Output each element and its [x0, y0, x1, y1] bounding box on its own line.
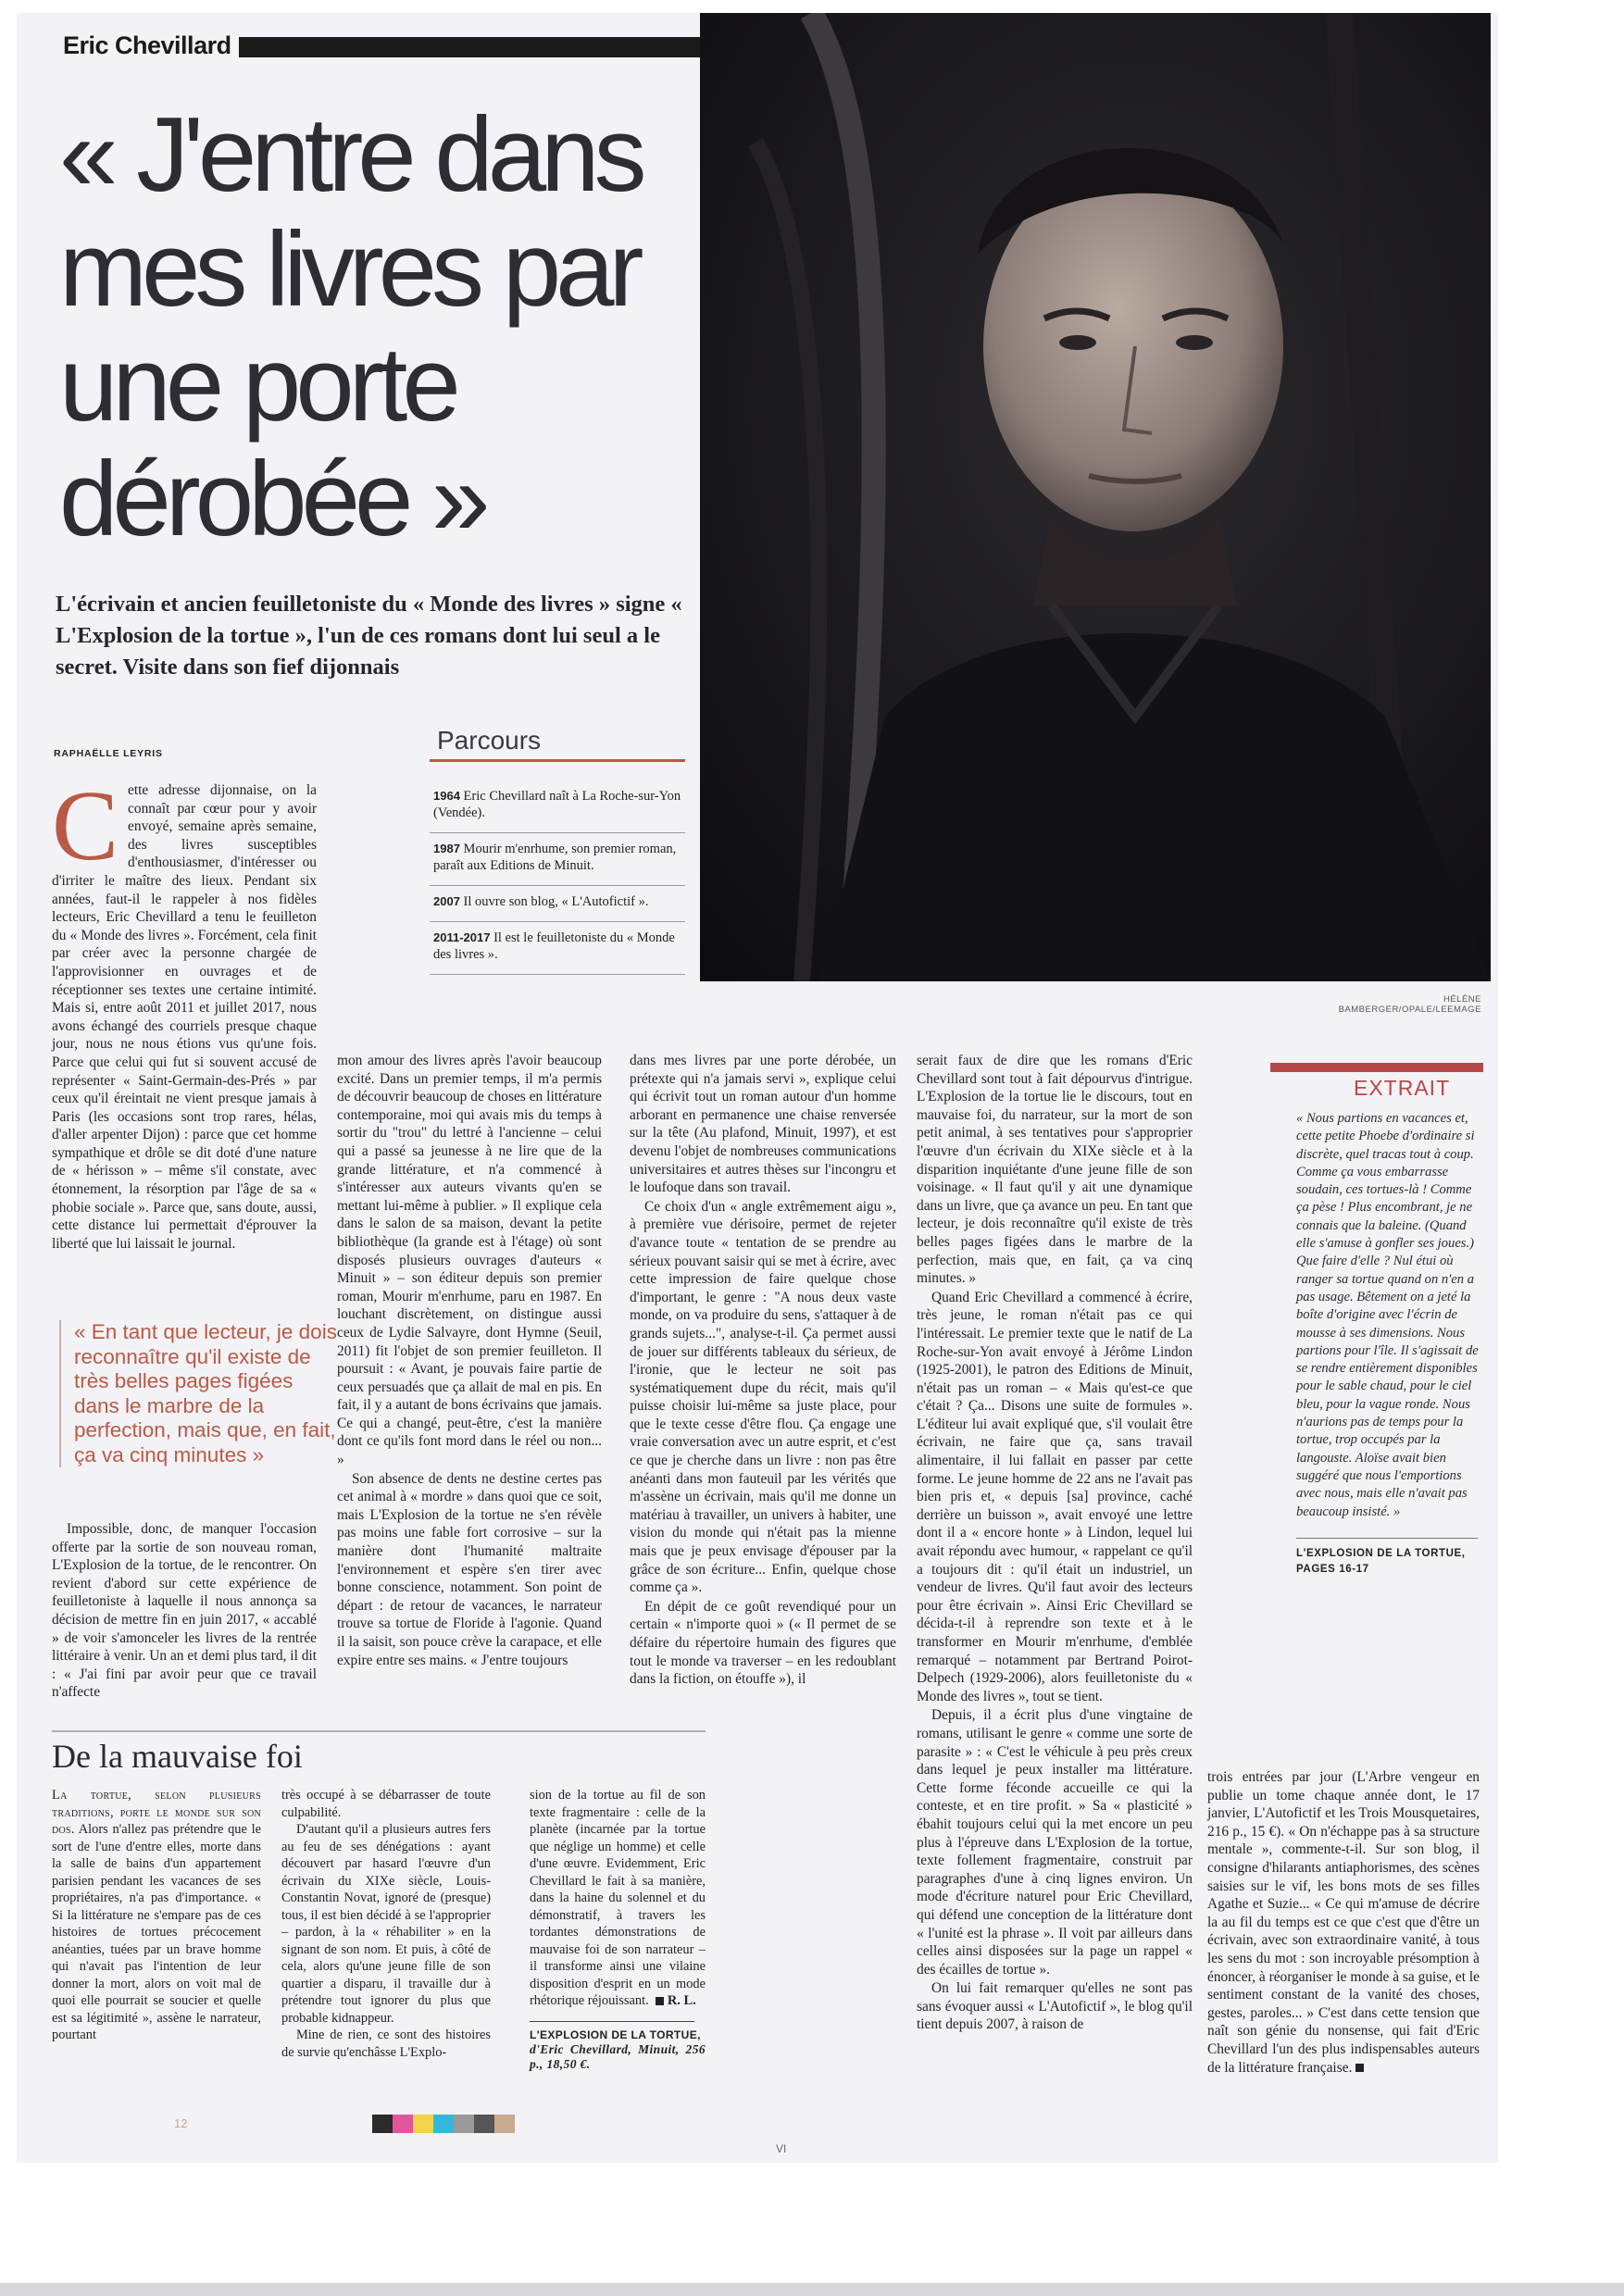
parcours-text: Eric Chevillard naît à La Roche-sur-Yon (Vendée). — [433, 789, 681, 820]
parcours-year: 2007 — [433, 894, 460, 908]
article-paragraph: Quand Eric Chevillard a commencé à écrire, très jeune, le roman n'était pas ce qui l'intéressait. Le premier texte que le natif de La Roche-sur-Yon avait envoyé à Jérôme Lindon (1925-2001), le patron des Editions de Minuit, n'était pas un roman – « Mais qu'est-ce que c'était ? Ça... Disons une suite de formules ». L'éditeur lui avait expliqué que, s'il voulait être écrivain, ne faire que ça, sans travail alimentaire, il lui fallait en passer par cette forme. Le jeune homme de 22 ans ne l'avait pas bien pris et, « depuis [sa] province, caché derrière un buisson », avait envoyé une lettre dont il a « encore honte » à Lindon, lequel lui avait répondu avec humour, « rappelant ce qu'il a toujours dit : qu'il était un industriel, un vendeur de livres. Qu'il faut avoir des lecteurs pour être écrivain ». Ainsi Eric Chevillard se décida-t-il à reprendre son texte et à le transformer en Mourir m'enrhume, d'emblée remarqué – notamment par Bertrand Poirot-Delpech (1929-2006), alors feuilletoniste du « Monde des livres », tout se tient. — [917, 1289, 1193, 1704]
color-swatch — [494, 2115, 515, 2133]
color-swatch — [372, 2115, 393, 2133]
page-mark: VI — [776, 2142, 787, 2155]
end-mark-icon — [656, 1997, 664, 2005]
photo-credit: HÉLÈNE BAMBERGER/OPALE/LEEMAGE — [1338, 994, 1481, 1015]
article-paragraph: dans mes livres par une porte dérobée, un prétexte qui n'a jamais servi », explique celui qui écrivit tout un roman autour d'un homme arborant en permanence une chaise renversée sur la tête (Au plafond, Minuit, 1997), et est devenu l'objet de nombreuses communications universitaires et autres thèses sur l'incongru et le loufoque dans son travail. — [630, 1053, 896, 1196]
article-column-1 — [52, 771, 317, 1254]
end-mark-icon — [1355, 2064, 1364, 2072]
article-column-1-continued — [52, 1520, 317, 1703]
sidebar-column-1 — [52, 1787, 261, 2044]
book-details: d'Eric Chevillard, Minuit, 256 p., 18,50 €. — [530, 2041, 706, 2071]
extrait-accent-bar — [1270, 1063, 1483, 1072]
extrait-title: EXTRAIT — [1354, 1076, 1451, 1100]
article-paragraph: mon amour des livres après l'avoir beaucoup excité. Dans un premier temps, il m'a permis de découvrir beaucoup de choses en littérature contemporaine, moi qui avais mis du temps à sortir du "trou" du lettré à l'ancienne – celui qui a passé sa jeunesse à ne lire que de la grande littérature, et n'a commencé à s'intéresser aux auteurs vivants qu'en se mettant lui-même à publier. » Il explique cela dans le salon de sa maison, devant la petite bibliothèque (la grande est à l'étage) où sont disposés plusieurs ouvrages d'auteurs « Minuit » – son éditeur depuis son premier roman, Mourir m'enrhume, paru en 1987. En louchant discrètement, on distingue aussi ceux de Lydie Salvayre, dont Hymne (Seuil, 2011) fit l'objet de son premier feuilleton. Il poursuit : « Avant, je pouvais faire partie de ceux persuadés que ça allait de mal en pis. En fait, il y a autant de bons écrivains que jamais. Ce qui a changé, peut-être, c'est la manière dont ce qu'ils font mord dans le réel ou non... » — [337, 1053, 602, 1468]
sidebar-paragraph — [530, 1787, 706, 2010]
color-swatch — [474, 2115, 494, 2133]
author-portrait-photo — [700, 13, 1491, 981]
parcours-year: 1987 — [433, 842, 460, 855]
parcours-item — [430, 780, 685, 833]
book-ref-divider — [530, 2021, 694, 2022]
article-paragraph: Depuis, il a écrit plus d'une vingtaine de romans, utilisant le genre « comme une sorte de parasite » : « C'est le véhicule à peu près creux dans lequel je peux installer ma littérature. Cette forme féconde accueille ce qui la conteste, et en tire profit. » Sa « plasticité » ébahit toujours celui qui la met encore un peu plus à l'épreuve dans L'Explosion de la tortue, texte follement fragmentaire, construit par paragraphes d'une à cinq lignes environ. Un mode d'écriture naturel pour Eric Chevillard, qui défend une conception de la littérature dont « l'unité est la phrase ». Il voit par ailleurs dans celles ainsi disposées sur la page un rappel « des écailles de tortue ». — [917, 1707, 1193, 1978]
book-reference — [530, 2028, 706, 2072]
parcours-item — [430, 886, 685, 922]
article-paragraph: Impossible, donc, de manquer l'occasion offerte par la sortie de son nouveau roman, L'Explosion de la tortue, de le rencontrer. On revient d'abord sur cette expérience de feuilletoniste à laquelle il nous annonça sa décision de mettre fin en juin 2017, « accablé » de voir s'amonceler les livres de la rentrée littéraire à venir. Un an et demi plus tard, il dit : « J'ai fini par avoir peur que ce travail n'affecte — [52, 1521, 317, 1701]
pull-quote: « En tant que lecteur, je dois reconnaître qu'il existe de très belles pages figées dans le marbre de la perfection, mais que, en fait, ça va cinq minutes » — [59, 1320, 343, 1467]
page-folio: 12 — [174, 2116, 188, 2130]
headline: « J'entre dans mes livres par une porte dérobée » — [59, 96, 642, 558]
book-title: L'EXPLOSION DE LA TORTUE, — [530, 2028, 701, 2041]
extrait-text: « Nous partions en vacances et, cette petite Phoebe d'ordinaire si discrète, quel tracas tout à coup. Comme ça vous embarrasse soudain, ces tortues-là ! Comme ça pèse ! Plus encombrant, je ne connais que la baleine. (Quand elle s'amuse à gonfler ses joues.) Que faire d'elle ? Nul étui où ranger sa tortue quand on n'en a pas usage. Bêtement on a jeté la boîte d'origine avec l'écrin de mousse à ses dimensions. Nous partions pour l'île. Il s'agissait de se rendre entièrement disponibles pour le sable chaud, pour le ciel bleu, pour la vague ronde. Nous n'aurions pas de temps pour la tortue, trop occupés par la langouste. Aloïse avait bien suggéré que nous l'emportions avec nous, mais elle n'avait pas beaucoup insisté. » — [1296, 1111, 1479, 1519]
article-paragraph: Ce choix d'un « angle extrêmement aigu », à première vue dérisoire, permet de rejeter d'avance toute « tentation de se prendre au sérieux pouvant saisir qui se met à écrire, avec cette impression de faire quelque chose d'important, le genre : "A nous deux vaste monde, on va produire du sens, s'attaquer à de grands sujets...", analyse-t-il. Ça permet aussi de jouer sur différents tableaux du sérieux, de l'ironie, que le lecteur ne soit pas systématiquement dupe du récit, mais qu'il puisse choisir lui-même sa juste place, pour que le texte cesse d'être flou. Ça engage une vraie conversation avec un autre esprit, et c'est ce que je cherche dans un livre : non pas être anéanti dans mon fauteuil par les vérités que m'assène un écrivain, mais qu'il me donne un matériau à travailler, un univers à habiter, une vision du monde qui n'était pas la mienne mais que je peux envisage d'épouser par la grâce de son écriture... Enfin, quelque chose comme ça ». — [630, 1198, 896, 1596]
portrait-image — [700, 13, 1491, 981]
parcours-box — [430, 726, 685, 975]
parcours-text: Mourir m'enrhume, son premier roman, paraît aux Editions de Minuit. — [433, 842, 677, 873]
extrait-divider — [1296, 1538, 1478, 1539]
color-swatch — [433, 2115, 454, 2133]
color-swatch — [454, 2115, 474, 2133]
parcours-text: Il ouvre son blog, « L'Autofictif ». — [463, 894, 649, 909]
parcours-title: Parcours — [430, 726, 685, 762]
extrait-reference: L'EXPLOSION DE LA TORTUE, PAGES 16-17 — [1296, 1547, 1466, 1575]
sidebar-paragraph: D'autant qu'il a plusieurs autres fers au feu de ses dénégations : ayant découvert par hasard l'œuvre d'un écrivain du XIXe siècle, Louis-Constantin Novat, ignoré de (presque) tous, il est bien décidé à se l'approprier – pardon, à la « réhabiliter » en la signant de son nom. Et puis, à côté de cela, alors qu'une jeune fille de son quartier a disparu, il travaille dur à prétendre tout ignorer du plus que probable kidnappeur. — [281, 1822, 491, 2026]
sidebar-paragraph: Mine de rien, ce sont des histoires de survie qu'enchâsse L'Explo- — [281, 2028, 491, 2060]
paragraph-text: trois entrées par jour (L'Arbre vengeur en publie un tome chaque année dont, le 17 janvier, L'Autofictif et les Trois Mousquetaires, 216 p., 15 €). « On n'échappe pas à sa structure mentale », commente-t-il. Sur son blog, il consigne d'hilarants antiaphorismes, des scènes saisies sur le vif, les bons mots de ses filles Agathe et Suzie... « Ce qui m'amuse de décrire la au fil du temps est ce que c'est que d'être un écrivain, avec son extraordinaire vanité, à tous les sens du mot : son incroyable présomption à énoncer, à réorganiser le monde à sa guise, et le sentiment constant de la vanité des choses, gestes, paroles... » C'est dans cette tension que naît son génie du nonsense, qui fait d'Eric Chevillard l'un des plus indispensables auteurs de la littérature française. — [1207, 1769, 1480, 2076]
article-paragraph — [52, 771, 317, 1253]
sidebar-column-2 — [281, 1787, 491, 2061]
sidebar-paragraph: très occupé à se débarrasser de toute culpabilité. — [281, 1788, 491, 1820]
scanner-edge — [0, 2283, 1624, 2296]
sidebar-lead: La tortue, selon plusieurs traditions, porte le monde sur son dos. — [52, 1788, 261, 1837]
sidebar-top-rule — [52, 1730, 706, 1732]
standfirst: L'écrivain et ancien feuilletoniste du « Monde des livres » signe « L'Explosion de la tortue », l'un de ces romans dont lui seul a le secret. Visite dans son fief dijonnais — [56, 592, 682, 680]
article-column-3 — [630, 1052, 896, 1690]
article-paragraph: On lui fait remarquer qu'elles ne sont pas sans évoquer aussi « L'Autofictif », le blog qu'il tient depuis 2007, à raison de — [917, 1980, 1193, 2033]
paragraph-text: sion de la tortue au fil de son texte fragmentaire : celle de la planète (incarnée par la tortue que néglige un homme) et celle d'une œuvre. Evidemment, Eric Chevillard le fait à sa manière, dans la haine du solennel et du démonstratif, à travers les tordantes démonstrations de mauvaise foi de son narrateur – il transforme ainsi une vilaine disposition d'esprit en un mode rhétorique réjouissant. — [530, 1788, 706, 2008]
author-rule — [239, 37, 713, 57]
sidebar-paragraph — [52, 1787, 261, 2044]
article-paragraph: En dépit de ce goût revendiqué pour un certain « n'importe quoi » (« Il permet de se défaire du répertoire humain des figures que tout le monde va traverser – en les redoublant dans la fiction, on étouffe »), il — [630, 1598, 896, 1688]
article-column-4 — [917, 1052, 1193, 2035]
parcours-year: 2011-2017 — [433, 930, 491, 944]
color-swatch — [413, 2115, 433, 2133]
sidebar-title: De la mauvaise foi — [52, 1738, 303, 1775]
article-paragraph: serait faux de dire que les romans d'Eric Chevillard sont tout à fait dépourvus d'intrigue. L'Explosion de la tortue lie le discours, tout en mauvaise foi, du narrateur, sur la mort de son petit animal, à ses tentatives pour s'approprier l'œuvre d'un écrivain du XIXe siècle et à la disparition inquiétante d'une jeune fille de son voisinage. « Il faut qu'il y ait une dynamique dans un livre, que ça avance un peu. En tant que lecteur, je dois reconnaître qu'il existe de très belles pages figées dans le marbre de la perfection, mais que, en fait, ça va cinq minutes. » — [917, 1053, 1193, 1287]
sidebar-column-3 — [530, 1787, 706, 2072]
parcours-text: Il est le feuilletoniste du « Monde des livres ». — [433, 930, 675, 962]
article-column-2 — [337, 1052, 602, 1670]
parcours-item — [430, 833, 685, 886]
sidebar-signoff: R. L. — [667, 1993, 696, 2008]
author-tag: Eric Chevillard — [63, 31, 231, 59]
color-swatch — [393, 2115, 413, 2133]
article-column-5 — [1207, 1768, 1480, 2078]
drop-cap: C — [52, 771, 119, 881]
article-paragraph: Son absence de dents ne destine certes pas cet animal à « mordre » dans quoi que ce soit, mais L'Explosion de la tortue ne s'en révèle pas moins une fable fort corrosive – sur la manière dont l'humanité maltraite l'environnement et espère s'en tirer avec bonne conscience, notamment. Son point de départ : de retour de vacances, le narrateur trouve sa tortue de Floride à l'agonie. Quand il la saisit, son pouce crève la carapace, et elle expire entre ses mains. « J'entre toujours — [337, 1470, 602, 1668]
extrait-box — [1265, 1063, 1483, 1578]
article-paragraph — [1207, 1768, 1480, 2077]
parcours-year: 1964 — [433, 789, 460, 803]
parcours-item — [430, 922, 685, 975]
color-registration-bar — [372, 2115, 515, 2133]
paragraph-text: ette adresse dijonnaise, on la connaît par cœur pour y avoir envoyé, semaine après semaine, des livres susceptibles d'enthousiasmer, d'intéresser ou d'irriter le maître des lieux. Pendant six années, faut-il le rappeler à nos fidèles lecteurs, Eric Chevillard a tenu le feuilleton du « Monde des livres ». Forcément, cela finit par créer avec la personne chargée de l'approvisionner en ouvrages et de réceptionner ses textes une certaine intimité. Mais si, entre août 2011 et juillet 2017, nous avons échangé des courriels presque chaque jour, nous ne nous étions vus qu'une fois. Parce que celui qui fut si souvent accusé de représenter « Saint-Germain-des-Prés » par ceux qu'il éreintait ne vient presque jamais à Paris (les occasions sont trop rares, hélas, d'aller arpenter Dijon) : parce que cet homme sympathique et drôle se dit doté d'une nature de « hérisson » – même s'il constate, avec étonnement, la résorption par l'âge de sa « phobie sociale ». Parce que, sans doute, aussi, cette distance lui permettait d'éprouver la liberté que lui laissait le journal. — [52, 782, 317, 1252]
byline: RAPHAËLLE LEYRIS — [54, 748, 163, 759]
paragraph-text: Alors n'allez pas prétendre que le sort de l'une d'entre elles, morte dans la salle de bains d'un appartement parisien pendant les vacances de ses propriétaires, n'a pas d'importance. « Si la littérature ne s'empare pas de ces histoires de tortues précocement anéanties, tuées par un brave homme qui n'avait pas l'intention de leur donner la mort, alors on voit mal de quoi elle pourrait se soucier et quelle est sa légitimité », assène le narrateur, pourtant — [52, 1822, 261, 2042]
